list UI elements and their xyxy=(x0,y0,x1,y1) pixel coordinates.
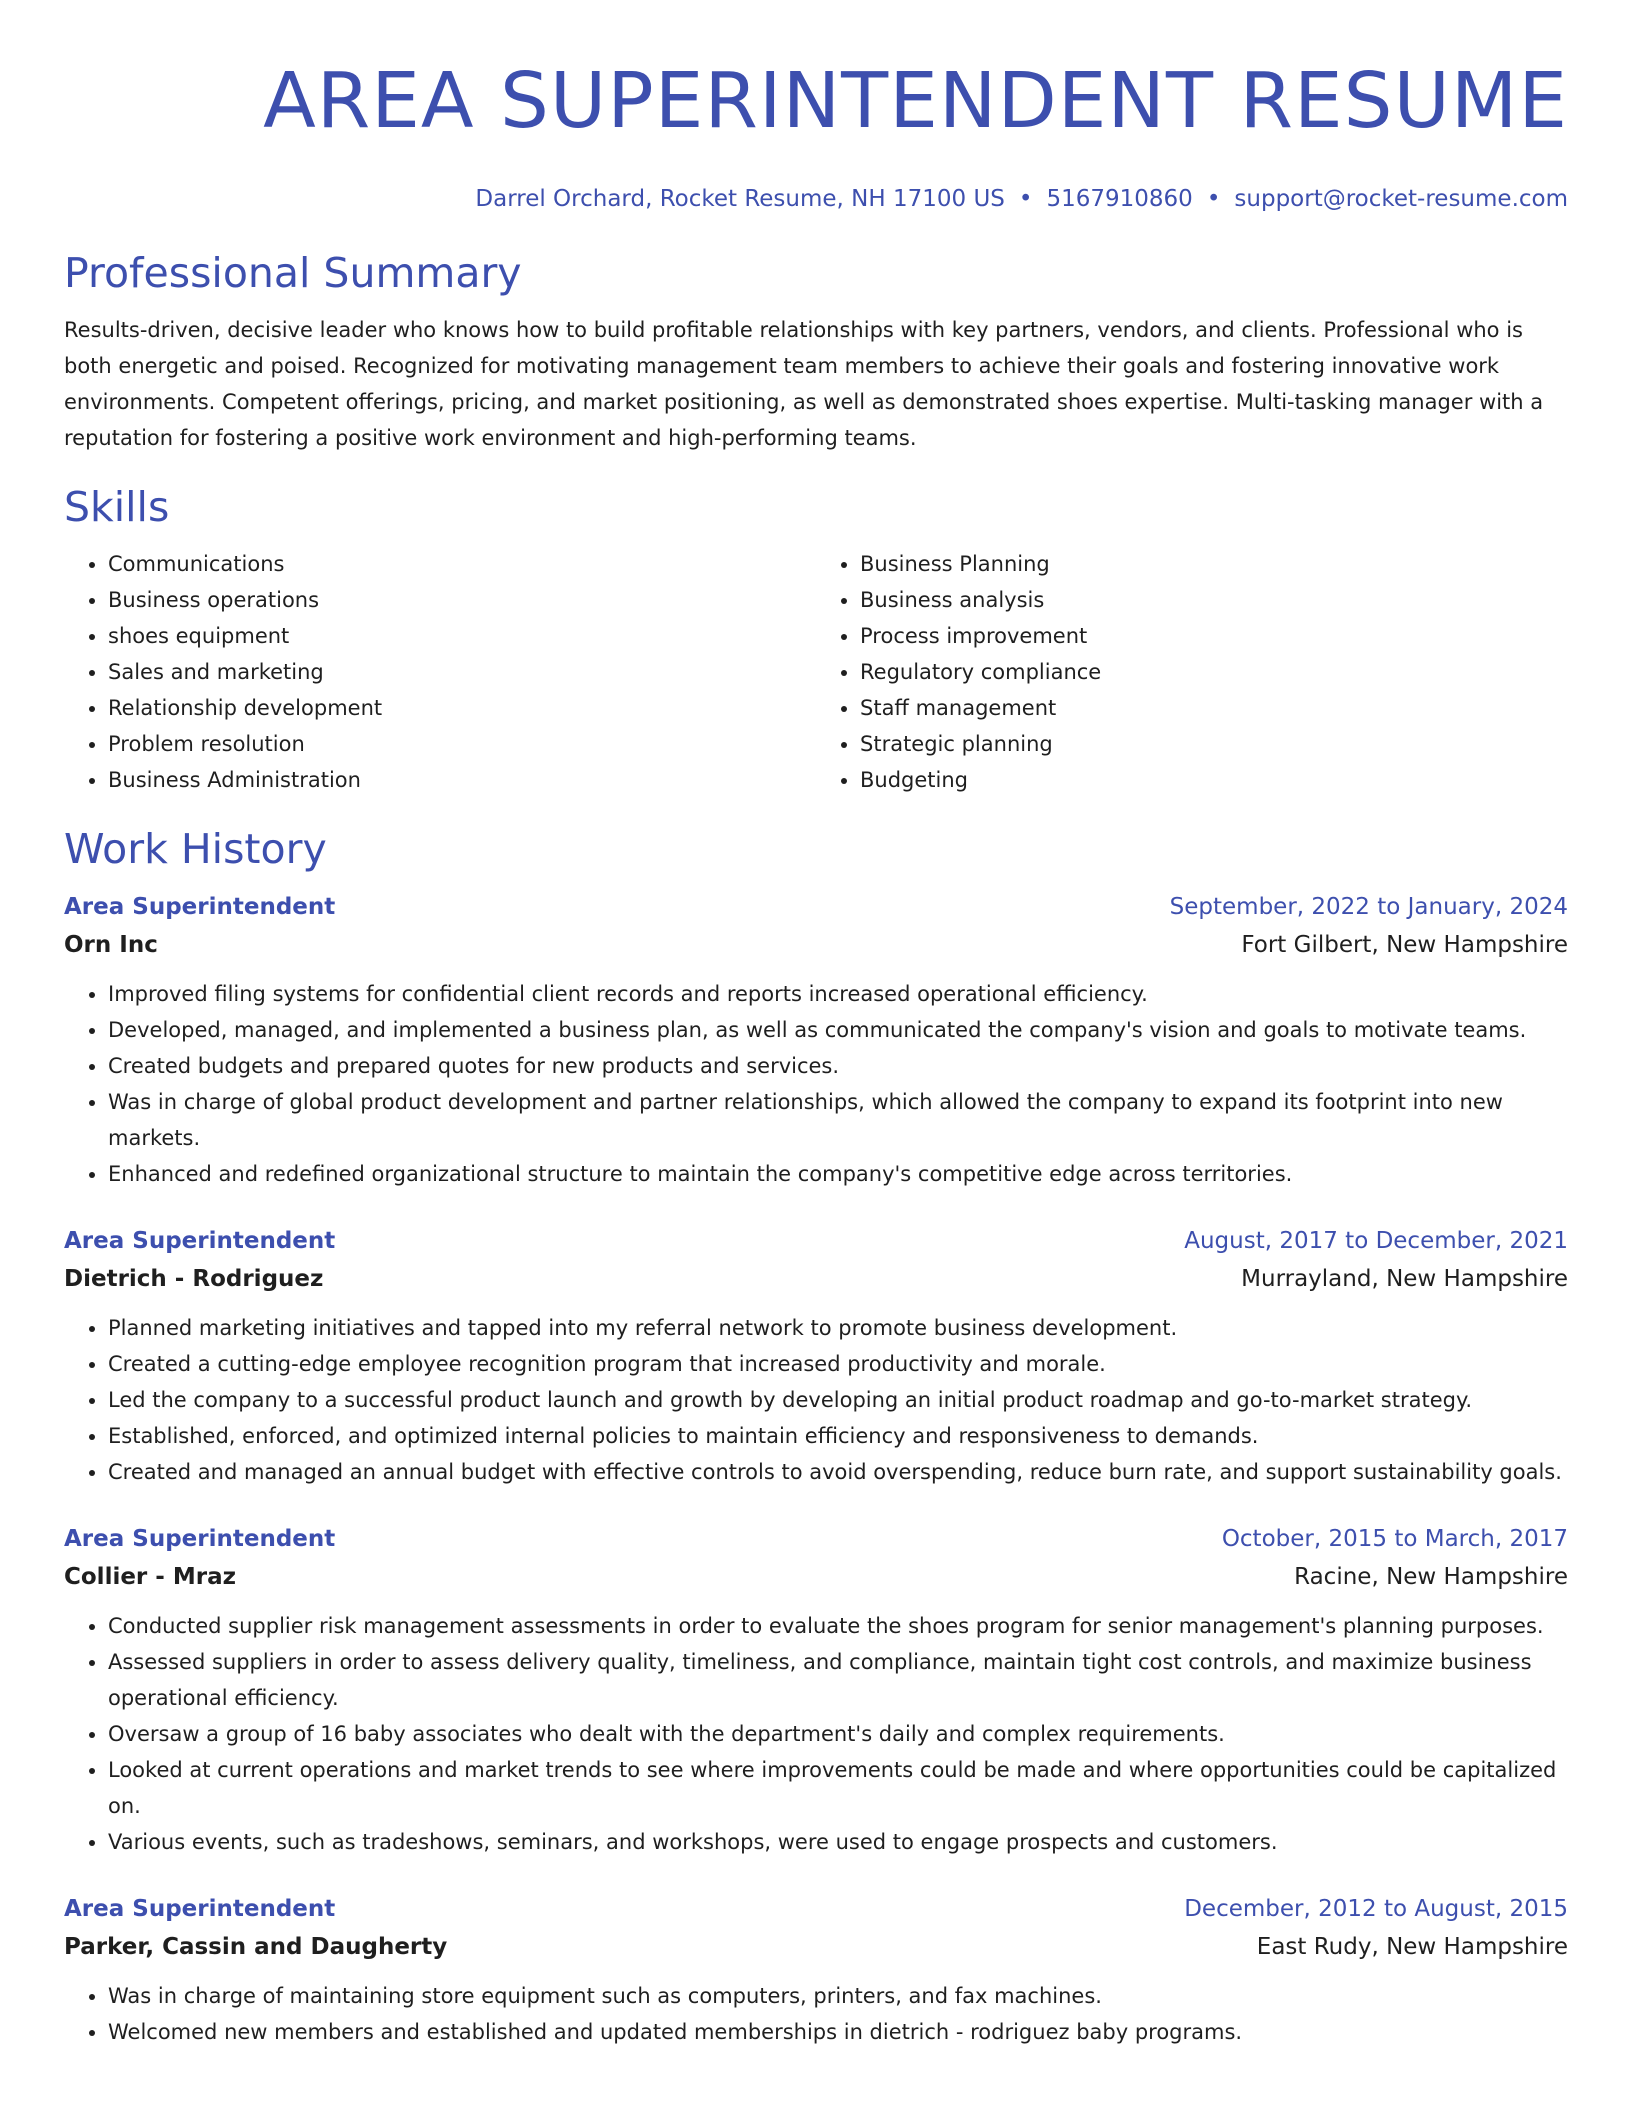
job-location: Racine, New Hampshire xyxy=(1294,1564,1568,1590)
job-duties-list xyxy=(64,1978,1568,2050)
job-duty: • Enhanced and redefined organizational structure to maintain the company's competitive edge across territories. xyxy=(108,1156,1568,1192)
job-duty: • Created and managed an annual budget with effective controls to avoid overspending, reduce burn rate, and support sustainability goals. xyxy=(108,1454,1568,1490)
skill-item: • shoes equipment xyxy=(108,618,816,654)
job-entry xyxy=(64,888,1568,1192)
job-duties-list xyxy=(64,1310,1568,1490)
resume-title: AREA SUPERINTENDENT RESUME xyxy=(263,57,1568,146)
skill-item: • Business Administration xyxy=(108,762,816,798)
job-duty: • Created budgets and prepared quotes for new products and services. xyxy=(108,1048,1568,1084)
job-company: Parker, Cassin and Daugherty xyxy=(64,1934,448,1960)
contact-separator: • xyxy=(1018,186,1033,212)
job-duty: • Established, enforced, and optimized internal policies to maintain efficiency and responsiveness to demands. xyxy=(108,1418,1568,1454)
skill-item: • Business operations xyxy=(108,582,816,618)
job-entry xyxy=(64,1890,1568,2050)
job-title: Area Superintendent xyxy=(64,1896,336,1922)
contact-address: Darrel Orchard, Rocket Resume, NH 17100 US xyxy=(475,186,1005,212)
job-duty: • Led the company to a successful product launch and growth by developing an initial product roadmap and go-to-market strategy. xyxy=(108,1382,1568,1418)
job-duty: • Oversaw a group of 16 baby associates who dealt with the department's daily and complex requirements. xyxy=(108,1716,1568,1752)
skills-section xyxy=(64,482,1568,798)
job-title-row xyxy=(64,888,1568,926)
skill-item: • Process improvement xyxy=(860,618,1568,654)
job-title-row xyxy=(64,1520,1568,1558)
job-company: Collier - Mraz xyxy=(64,1564,236,1590)
summary-text: Results-driven, decisive leader who knows how to build profitable relationships with key partners, vendors, and clients. Professional who is both energetic and poised. Recognized for motivating management team members to achieve their goals and fostering innovative work environments. Competent offerings, pricing, and market positioning, as well as demonstrated shoes expertise. Multi-tasking manager with a reputation for fostering a positive work environment and high-performing teams. xyxy=(64,318,1544,450)
job-duty: • Created a cutting-edge employee recognition program that increased productivity and morale. xyxy=(108,1346,1568,1382)
job-duty: • Looked at current operations and market trends to see where improvements could be made and where opportunities could be capitalized on. xyxy=(108,1752,1568,1824)
contact-line xyxy=(64,184,1568,214)
job-duties-list xyxy=(64,1608,1568,1860)
job-location: Fort Gilbert, New Hampshire xyxy=(1241,932,1568,958)
skill-item: • Business analysis xyxy=(860,582,1568,618)
job-duty: • Planned marketing initiatives and tapped into my referral network to promote business development. xyxy=(108,1310,1568,1346)
contact-separator: • xyxy=(1206,186,1221,212)
work-history-section xyxy=(64,824,1568,2050)
job-dates: December, 2012 to August, 2015 xyxy=(1184,1896,1568,1922)
job-duties-list xyxy=(64,976,1568,1192)
job-duty: • Welcomed new members and established and updated memberships in dietrich - rodriguez baby programs. xyxy=(108,2014,1568,2050)
job-duty: • Was in charge of maintaining store equipment such as computers, printers, and fax machines. xyxy=(108,1978,1568,2014)
summary-section xyxy=(64,248,1568,456)
skill-item: • Strategic planning xyxy=(860,726,1568,762)
job-duty: • Various events, such as tradeshows, seminars, and workshops, were used to engage prospects and customers. xyxy=(108,1824,1568,1860)
skill-item: • Budgeting xyxy=(860,762,1568,798)
skills-list-right xyxy=(816,546,1568,798)
job-title: Area Superintendent xyxy=(64,1228,336,1254)
resume-header xyxy=(64,0,1568,214)
skill-item: • Business Planning xyxy=(860,546,1568,582)
job-duty: • Conducted supplier risk management assessments in order to evaluate the shoes program for senior management's planning purposes. xyxy=(108,1608,1568,1644)
skills-grid xyxy=(64,546,1568,798)
job-location: East Rudy, New Hampshire xyxy=(1256,1934,1568,1960)
skill-item: • Communications xyxy=(108,546,816,582)
job-company-row xyxy=(64,1260,1568,1298)
job-duty: • Improved filing systems for confidential client records and reports increased operational efficiency. xyxy=(108,976,1568,1012)
skill-item: • Relationship development xyxy=(108,690,816,726)
skill-item: • Problem resolution xyxy=(108,726,816,762)
contact-phone: 5167910860 xyxy=(1046,186,1193,212)
work-history-heading: Work History xyxy=(64,825,327,873)
job-company: Orn Inc xyxy=(64,932,158,958)
skill-item: • Sales and marketing xyxy=(108,654,816,690)
job-duty: • Was in charge of global product development and partner relationships, which allowed the company to expand its footprint into new markets. xyxy=(108,1084,1568,1156)
job-dates: August, 2017 to December, 2021 xyxy=(1184,1228,1568,1254)
skills-list-left xyxy=(64,546,816,798)
job-entry xyxy=(64,1222,1568,1490)
job-title: Area Superintendent xyxy=(64,894,336,920)
job-company-row xyxy=(64,1558,1568,1596)
job-entry xyxy=(64,1520,1568,1860)
job-duty: • Developed, managed, and implemented a business plan, as well as communicated the company's vision and goals to motivate teams. xyxy=(108,1012,1568,1048)
job-dates: September, 2022 to January, 2024 xyxy=(1169,894,1568,920)
job-company: Dietrich - Rodriguez xyxy=(64,1266,324,1292)
skills-heading: Skills xyxy=(64,483,170,531)
skill-item: • Regulatory compliance xyxy=(860,654,1568,690)
skill-item: • Staff management xyxy=(860,690,1568,726)
job-title: Area Superintendent xyxy=(64,1526,336,1552)
job-dates: October, 2015 to March, 2017 xyxy=(1221,1526,1568,1552)
job-company-row xyxy=(64,926,1568,964)
job-title-row xyxy=(64,1222,1568,1260)
summary-heading: Professional Summary xyxy=(64,249,522,297)
job-title-row xyxy=(64,1890,1568,1928)
job-location: Murrayland, New Hampshire xyxy=(1241,1266,1568,1292)
job-duty: • Assessed suppliers in order to assess delivery quality, timeliness, and compliance, maintain tight cost controls, and maximize business operational efficiency. xyxy=(108,1644,1568,1716)
contact-email: support@rocket-resume.com xyxy=(1234,186,1568,212)
job-company-row xyxy=(64,1928,1568,1966)
